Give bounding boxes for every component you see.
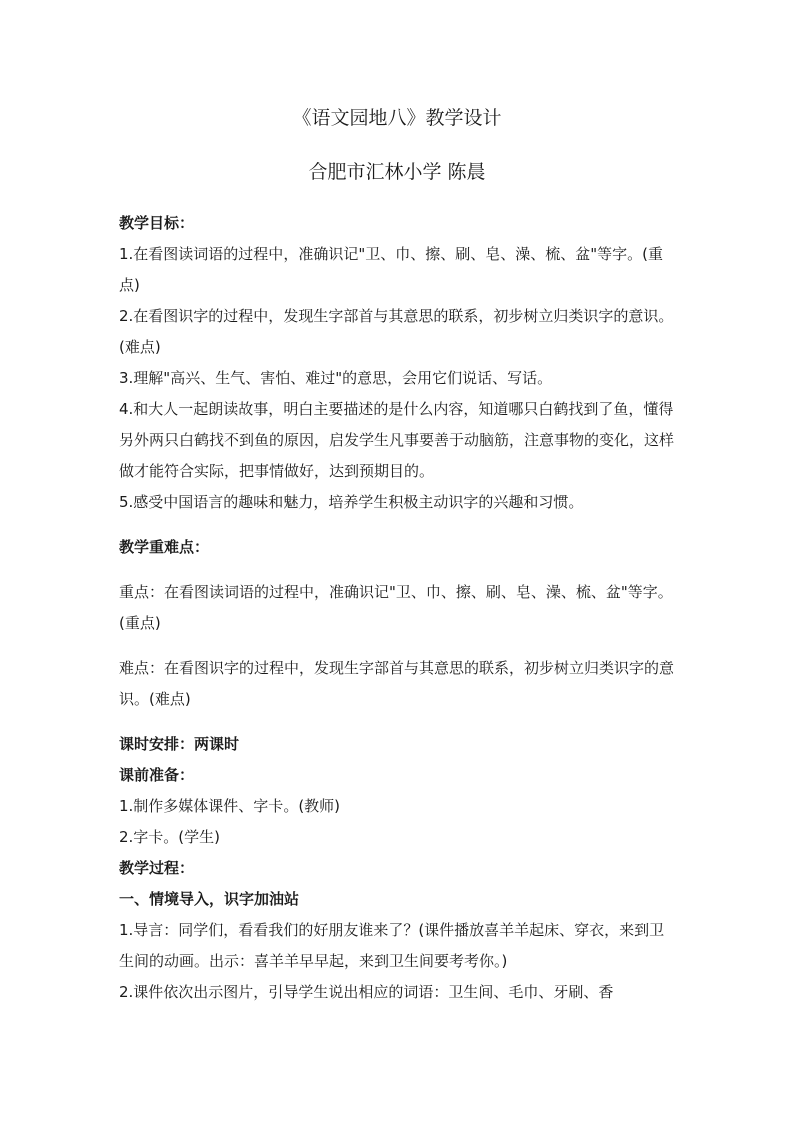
author-line: 合肥市汇林小学 陈晨 (308, 161, 486, 183)
objectives-heading: 教学目标： (119, 214, 195, 232)
objective-item-4: 4.和大人一起朗读故事，明白主要描述的是什么内容，知道哪只白鹤找到了鱼，懂得另外两只白鹤找不到鱼的原因，启发学生凡事要善于动脑筋，注意事物的变化，这样做才能符合实际，把事情做好，达到预期目的。 (119, 400, 675, 480)
key-points-heading: 教学重难点： (119, 538, 210, 556)
process-item-2: 2.课件依次出示图片，引导学生说出相应的词语：卫生间、毛巾、牙刷、香 (119, 983, 614, 1001)
objective-item-2: 2.在看图识字的过程中，发现生字部首与其意思的联系，初步树立归类识字的意识。(难点) (119, 307, 674, 356)
objective-item-5: 5.感受中国语言的趣味和魅力，培养学生积极主动识字的兴趣和习惯。 (119, 493, 584, 511)
objective-item-1: 1.在看图读词语的过程中，准确识记"卫、巾、擦、刷、皂、澡、梳、盆"等字。(重点) (119, 245, 663, 294)
schedule-label: 课时安排： (119, 735, 195, 753)
preparation-heading: 课前准备： (119, 766, 195, 784)
process-section-1: 一、情境导入，识字加油站 (119, 890, 300, 908)
schedule-value: 两课时 (194, 735, 240, 753)
preparation-item-2: 2.字卡。(学生) (119, 828, 221, 846)
process-item-1: 1.导言：同学们，看看我们的好朋友谁来了？(课件播放喜羊羊起床、穿衣，来到卫生间的动画。出示：喜羊羊早早起，来到卫生间要考考你。) (119, 921, 665, 970)
objective-item-3: 3.理解"高兴、生气、害怕、难过"的意思，会用它们说话、写话。 (119, 369, 553, 387)
schedule-line (119, 729, 675, 760)
process-heading: 教学过程： (119, 859, 195, 877)
document-title: 《语文园地八》教学设计 (292, 107, 502, 129)
document-body (119, 208, 675, 1008)
key-point-focus: 重点：在看图读词语的过程中，准确识记"卫、巾、擦、刷、皂、澡、梳、盆"等字。(重点) (119, 583, 673, 632)
key-point-difficulty: 难点：在看图识字的过程中，发现生字部首与其意思的联系，初步树立归类识字的意识。(难点) (119, 659, 675, 708)
preparation-item-1: 1.制作多媒体课件、字卡。(教师) (119, 797, 341, 815)
